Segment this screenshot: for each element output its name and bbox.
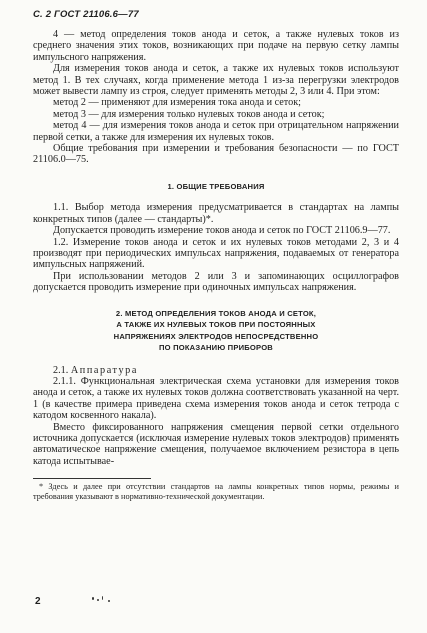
footnote-separator [33, 478, 151, 479]
clause-2-1-1-bias: Вместо фиксированного напряжения смещения первой сетки отдельного источника допускается (исключая измерение нулевых токов электродов) применять автоматическое напряжение смещения, получаемое включением резистора в цепь катода испытывае- [33, 421, 399, 467]
intro-method-4: 4 — метод определения токов анода и сеток, а также нулевых токов из среднего значения этих токов, возникающих при подаче на первую сетку лампы импульсного напряжения. [33, 29, 399, 63]
intro-paragraph-usage: Для измерения токов анода и сеток, а также их нулевых токов используют метод 1. В тех случаях, когда применение метода 1 из-за перегрузки электродов может вывести лампу из строя, следует применять методы 2, 3 или 4. При этом: [33, 63, 399, 98]
clause-1-1: 1.1. Выбор метода измерения предусматривается в стандартах на лампы конкретных типов (далее — стандарты)*. [33, 202, 399, 225]
section-2-heading [33, 308, 399, 354]
clause-1-1-allowance: Допускается проводить измерение токов анода и сеток по ГОСТ 21106.9—77. [53, 225, 391, 237]
section-1-heading: 1. ОБЩИЕ ТРЕБОВАНИЯ [167, 181, 265, 191]
scan-specks-decoration [90, 594, 116, 606]
clause-1-2: 1.2. Измерение токов анода и сеток и их нулевых токов методами 2, 3 и 4 производят при периодических импульсах напряжения, подаваемых от генератора импульсных напряжений. [33, 236, 399, 271]
intro-general-requirements: Общие требования при измерении и требования безопасности — по ГОСТ 21106.0—75. [33, 143, 399, 166]
intro-method-3: метод 3 — для измерения только нулевых токов анода и сеток; [53, 108, 325, 120]
section-2-heading-line-1: 2. МЕТОД ОПРЕДЕЛЕНИЯ ТОКОВ АНОДА И СЕТОК, [115, 308, 317, 318]
clause-2-1-1: 2.1.1. Функциональная электрическая схема установки для измерения токов анода и сеток, а также их нулевых токов должна соответствовать указанной на черт. 1 (в качестве примера приведена схема измерения токов анода и сеток тетрода с катодом косвенного накала). [33, 376, 399, 422]
section-2-heading-line-2: А ТАКЖЕ ИХ НУЛЕВЫХ ТОКОВ ПРИ ПОСТОЯННЫХ [116, 320, 316, 330]
clause-1-2-oscillographs: При использовании методов 2 или 3 и запоминающих осциллографов допускается проводить измерение при одиночных импульсах напряжения. [33, 270, 399, 294]
intro-method-2: метод 2 — применяют для измерения тока анода и сеток; [53, 97, 301, 109]
footnote: * Здесь и далее при отсутствии стандартов на лампы конкретных типов нормы, режимы и требования указывают в нормативно-технической документации. [33, 482, 399, 501]
intro-method-4-usage: метод 4 — для измерения токов анода и сеток при отрицательном напряжении первой сетки, а также для измерения их нулевых токов. [33, 120, 399, 143]
section-2-heading-line-4: ПО ПОКАЗАНИЮ ПРИБОРОВ [159, 343, 273, 353]
page-header: С. 2 ГОСТ 21106.6—77 [33, 9, 139, 20]
subsection-2-1-title [33, 365, 399, 376]
page-number: 2 [35, 596, 41, 607]
section-2-heading-line-3: НАПРЯЖЕНИЯХ ЭЛЕКТРОДОВ НЕПОСРЕДСТВЕННО [113, 331, 319, 341]
subsection-2-1-label: Аппаратура [70, 364, 138, 376]
subsection-2-1-number: 2.1. [53, 364, 69, 376]
